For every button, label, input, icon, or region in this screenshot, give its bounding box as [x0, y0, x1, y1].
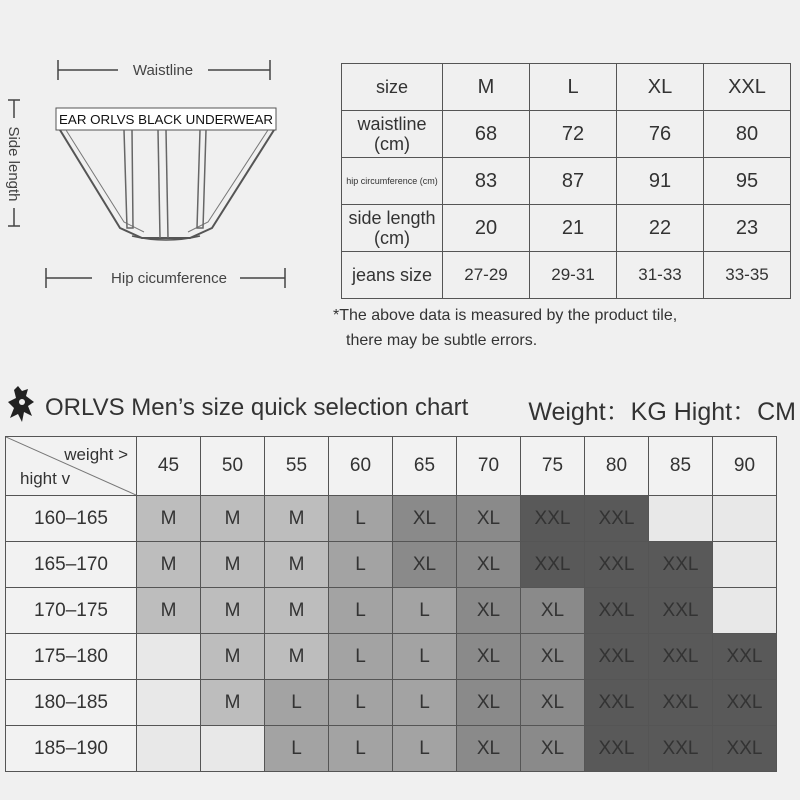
weight-header-85: 85 — [649, 437, 713, 496]
size-cell: L — [393, 588, 457, 634]
waistline-row-label: waistline (cm) — [342, 111, 443, 158]
measurement-note — [333, 303, 677, 353]
empty-size-cell — [649, 496, 713, 542]
corner-cell — [6, 437, 137, 496]
size-cell: L — [329, 496, 393, 542]
size-cell: XL — [457, 726, 521, 772]
size-header-l: L — [530, 64, 617, 111]
table-row — [6, 726, 777, 772]
jeans-l: 29-31 — [530, 252, 617, 299]
size-table-header-row — [342, 64, 791, 111]
size-cell: L — [329, 726, 393, 772]
size-cell: M — [201, 680, 265, 726]
table-row — [6, 634, 777, 680]
weight-unit: Weight：KG — [528, 398, 667, 426]
size-cell: XL — [521, 634, 585, 680]
size-cell: XL — [457, 496, 521, 542]
empty-size-cell — [137, 634, 201, 680]
empty-size-cell — [713, 542, 777, 588]
quick-header-row — [6, 437, 777, 496]
size-cell: XXL — [649, 542, 713, 588]
size-cell: M — [201, 588, 265, 634]
size-cell: M — [265, 542, 329, 588]
empty-size-cell — [713, 588, 777, 634]
size-cell: L — [393, 634, 457, 680]
size-header-xxl: XXL — [704, 64, 791, 111]
size-cell: XXL — [521, 496, 585, 542]
weight-header-50: 50 — [201, 437, 265, 496]
size-cell: M — [201, 542, 265, 588]
size-cell: XL — [521, 680, 585, 726]
height-range-label: 180–185 — [6, 680, 137, 726]
weight-header-60: 60 — [329, 437, 393, 496]
size-cell: XXL — [585, 542, 649, 588]
size-cell: XL — [521, 588, 585, 634]
side-length-xl: 22 — [617, 205, 704, 252]
size-cell: XXL — [585, 496, 649, 542]
waistline-label: Waistline — [132, 62, 194, 79]
size-header-m: M — [443, 64, 530, 111]
weight-header-45: 45 — [137, 437, 201, 496]
size-cell: L — [329, 634, 393, 680]
size-cell: XL — [457, 542, 521, 588]
height-range-label: 165–170 — [6, 542, 137, 588]
quick-selection-table — [5, 436, 777, 772]
hip-row-label: hip circumference (cm) — [342, 158, 443, 205]
size-cell: XXL — [585, 680, 649, 726]
note-line-1: *The above data is measured by the product tile, — [333, 307, 678, 324]
waistline-row — [342, 111, 791, 158]
corner-weight-label: weight > — [64, 445, 128, 464]
brand-logo-icon — [8, 386, 36, 422]
hip-m: 83 — [443, 158, 530, 205]
quick-chart-title: ORLVS Men’s size quick selection chart — [45, 394, 469, 421]
hip-l: 87 — [530, 158, 617, 205]
size-cell: XXL — [713, 634, 777, 680]
quick-chart-heading — [8, 384, 798, 434]
size-cell: XL — [393, 542, 457, 588]
size-cell: M — [137, 588, 201, 634]
weight-header-65: 65 — [393, 437, 457, 496]
size-cell: XXL — [649, 726, 713, 772]
size-header-label: size — [342, 64, 443, 111]
size-cell: L — [393, 726, 457, 772]
hip-xxl: 95 — [704, 158, 791, 205]
size-cell: M — [265, 496, 329, 542]
size-cell: M — [137, 542, 201, 588]
table-row — [6, 588, 777, 634]
jeans-xxl: 33-35 — [704, 252, 791, 299]
waistline-xxl: 80 — [704, 111, 791, 158]
height-range-label: 170–175 — [6, 588, 137, 634]
table-row — [6, 680, 777, 726]
table-row — [6, 496, 777, 542]
side-length-xxl: 23 — [704, 205, 791, 252]
underwear-illustration — [0, 0, 330, 310]
weight-header-70: 70 — [457, 437, 521, 496]
height-range-label: 160–165 — [6, 496, 137, 542]
empty-size-cell — [137, 680, 201, 726]
units-label — [528, 392, 796, 428]
size-cell: XXL — [713, 680, 777, 726]
side-length-row-label: side length (cm) — [342, 205, 443, 252]
size-cell: L — [265, 680, 329, 726]
jeans-m: 27-29 — [443, 252, 530, 299]
size-cell: L — [329, 588, 393, 634]
size-cell: XL — [521, 726, 585, 772]
side-length-m: 20 — [443, 205, 530, 252]
size-cell: M — [265, 634, 329, 680]
size-cell: XXL — [713, 726, 777, 772]
weight-header-80: 80 — [585, 437, 649, 496]
hip-label: Hip cicumference — [111, 270, 227, 287]
size-cell: L — [329, 680, 393, 726]
size-cell: XXL — [521, 542, 585, 588]
size-cell: XL — [393, 496, 457, 542]
underwear-diagram — [0, 0, 330, 310]
height-range-label: 185–190 — [6, 726, 137, 772]
note-line-2: there may be subtle errors. — [346, 332, 538, 349]
height-range-label: 175–180 — [6, 634, 137, 680]
waistband-text: EAR ORLVS BLACK UNDERWEAR — [59, 112, 273, 127]
size-cell: XXL — [585, 726, 649, 772]
size-cell: XXL — [585, 588, 649, 634]
size-cell: M — [265, 588, 329, 634]
size-cell: XXL — [649, 588, 713, 634]
size-cell: XXL — [649, 680, 713, 726]
height-unit: Hight：CM — [673, 398, 796, 426]
size-cell: L — [393, 680, 457, 726]
jeans-size-row — [342, 252, 791, 299]
side-length-label: Side length — [5, 126, 22, 202]
size-header-xl: XL — [617, 64, 704, 111]
size-cell: XXL — [585, 634, 649, 680]
jeans-size-row-label: jeans size — [342, 252, 443, 299]
size-cell: L — [265, 726, 329, 772]
table-row — [6, 542, 777, 588]
waistline-xl: 76 — [617, 111, 704, 158]
empty-size-cell — [137, 726, 201, 772]
corner-height-label: hight v — [20, 469, 71, 488]
size-cell: XXL — [649, 634, 713, 680]
weight-header-75: 75 — [521, 437, 585, 496]
side-length-row — [342, 205, 791, 252]
weight-header-90: 90 — [713, 437, 777, 496]
size-cell: M — [137, 496, 201, 542]
size-cell: XL — [457, 634, 521, 680]
weight-header-55: 55 — [265, 437, 329, 496]
empty-size-cell — [713, 496, 777, 542]
jeans-xl: 31-33 — [617, 252, 704, 299]
size-cell: XL — [457, 680, 521, 726]
size-cell: M — [201, 496, 265, 542]
hip-xl: 91 — [617, 158, 704, 205]
side-length-l: 21 — [530, 205, 617, 252]
empty-size-cell — [201, 726, 265, 772]
waistline-m: 68 — [443, 111, 530, 158]
size-cell: XL — [457, 588, 521, 634]
waistline-l: 72 — [530, 111, 617, 158]
size-cell: M — [201, 634, 265, 680]
size-table — [341, 63, 791, 299]
hip-row — [342, 158, 791, 205]
size-cell: L — [329, 542, 393, 588]
